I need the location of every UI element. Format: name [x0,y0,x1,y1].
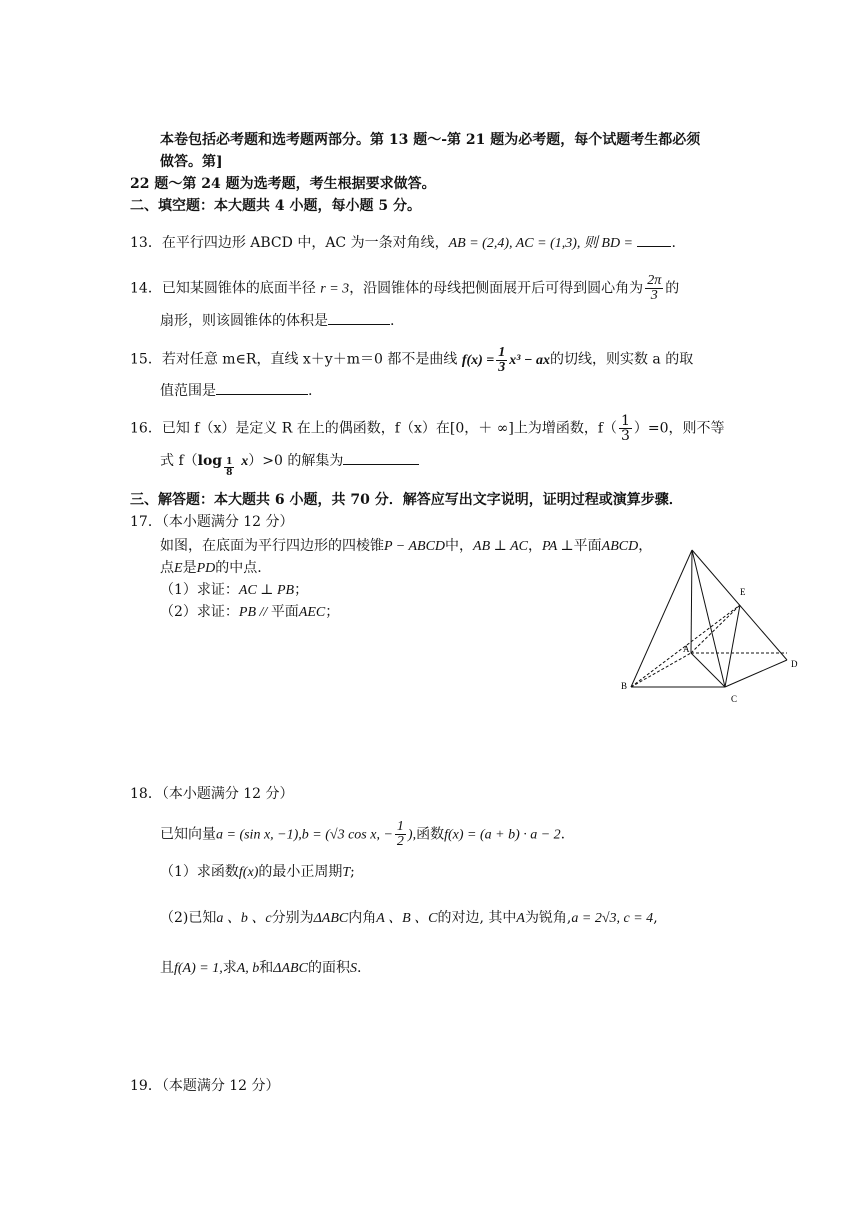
period: . [390,313,395,329]
question-14-line-2 [160,310,394,331]
math: AC ⊥ PB [238,583,295,598]
question-text: 若对任意 m∈R，直线 x＋y＋m＝0 都不是曲线 [161,351,458,368]
period: . [308,383,313,399]
math: A 、B 、C [376,911,438,926]
math: ΔABC [313,911,349,926]
label-D: D [791,659,798,669]
numerator: 2π [647,273,662,288]
math: T [342,865,351,880]
answer-blank[interactable] [216,380,308,395]
question-17-line-2: 点E是PD的中点. [160,560,262,576]
math: f(x) [238,865,259,880]
math: PA ⊥ [541,539,574,554]
fraction: $\frac{1}{2}$ [396,819,404,849]
vector-expression: AB = (2,4), AC = (1,3), 则 BD = [448,236,634,251]
intro-line-1: 本卷包括必考题和选考题两部分。第 13 题～-第 21 题为必考题，每个试题考生都必须 [160,132,701,148]
vector-b: b = (√3 cos x, − [301,827,393,843]
edge-PC [692,550,725,687]
score-note: （本题满分 12 分） [161,1078,280,1094]
question-text: 扇形，则该圆锥体的体积是 [160,313,328,329]
denominator: 3 [498,360,506,375]
intro-line-2: 做答。第] [160,154,223,170]
label-E: E [740,587,746,597]
question-17-header [130,512,294,532]
question-18-sub-2-line-2: 且f(A) = 1,求A, b和ΔABC的面积S. [160,960,362,976]
question-18-sub-1: （1）求函数f(x)的最小正周期T; [160,864,355,880]
answer-blank[interactable] [343,450,419,465]
numerator: 1 [621,413,630,429]
question-text: 已知 f（x）是定义 R 在上的偶函数，f（x）在[0，＋ ∞]上为增函数，f（ [161,420,617,437]
denominator: 3 [650,288,658,303]
math: ABCD [601,539,639,554]
label-B: B [621,681,628,691]
question-15-line-2 [160,380,312,401]
question-17-sub-1: （1）求证：AC ⊥ PB； [160,582,309,598]
intro-line-3: 22 题～第 24 题为选考题，考生根据要求做答。 [130,176,436,192]
math: ΔABC [273,961,308,976]
radius-expression: r = 3 [320,281,350,297]
math: f(A) = 1, [174,961,223,976]
question-14 [130,274,679,303]
question-18-header [130,784,294,804]
question-text: 在平行四边形 ABCD 中，AC 为一条对角线， [161,235,449,251]
math: S [349,961,357,976]
fraction [619,414,632,443]
question-19-header [130,1076,280,1096]
math: P − ABCD [384,539,446,554]
question-text: 式 f（ [160,453,198,469]
math: AB ⊥ AC [473,539,528,554]
math: a 、b 、c [216,911,272,926]
question-16-line-2 [160,450,419,478]
question-18-line-1: 已知向量a = (sin x, −1),b = (√3 cos x, − $\frac{1}{2}$ ),函数f(x) = (a + b) · a − 2. [160,819,566,849]
question-text: 已知某圆锥体的底面半径 [161,280,316,297]
math: A [516,911,525,926]
pyramid-figure [615,545,815,710]
question-number: 17． [130,514,162,530]
question-text: 的切线，则实数 a 的取 [549,351,694,368]
segment-AC [691,653,725,687]
fraction [645,274,663,303]
log-base: $\frac{1}{8}$ [226,457,233,478]
function-expression: f(x) = (a + b) · a − 2 [444,827,561,843]
period: . [671,235,676,251]
question-16 [130,414,725,443]
question-text: 的 [665,280,680,297]
question-17-line-1: 如图，在底面为平行四边形的四棱锥P − ABCD中，AB ⊥ AC，PA ⊥平面ABCD， [160,538,653,554]
edge-PB [631,550,692,687]
question-number: 13． [130,235,162,251]
question-17-sub-2: （2）求证：PB // 平面AEC； [160,604,340,620]
question-number: 19． [130,1078,162,1094]
question-text: ，沿圆锥体的母线把侧面展开后可得到圆心角为 [349,280,644,297]
math: AEC [298,605,326,620]
section-3-heading: 三、解答题：本大题共 6 小题，共 70 分．解答应写出文字说明，证明过程或演算步骤． [130,492,683,508]
question-15 [130,346,693,375]
math: a = 2√3, c = 4 [571,911,654,926]
label-C: C [731,694,738,704]
question-text: ）=0，则不等 [633,420,725,437]
edge-BA-hidden [631,653,691,687]
segment-PA [691,550,692,653]
function-expression: f(x) = $\frac{1}{3}$ x³ − ax [461,345,550,375]
math: PD [196,561,216,576]
question-18-sub-2: （2)已知a 、b 、c分别为ΔABC内角A 、B 、C的对边, 其中A为锐角,a = 2√3, c = 4, [160,910,658,926]
edge-CD [725,660,787,687]
answer-blank[interactable] [328,310,390,325]
question-text: 值范围是 [160,383,216,399]
score-note: （本小题满分 12 分） [161,514,294,530]
numerator: 1 [498,345,506,360]
section-2-heading: 二、填空题：本大题共 4 小题，每小题 5 分。 [130,198,421,214]
denominator: 3 [621,428,630,444]
question-number: 16． [130,420,162,437]
question-13 [130,232,676,254]
question-number: 18． [130,786,162,802]
question-number: 15． [130,351,162,368]
math: A, b [236,961,260,976]
question-text: ）>0 的解集为 [248,453,344,469]
label-A: A [683,644,690,654]
math: E [174,561,183,576]
log-expression: log $\frac{1}{8}$ x [197,453,249,478]
answer-blank[interactable] [637,232,671,247]
vector-a: a = (sin x, −1), [216,827,302,843]
question-number: 14． [130,280,162,297]
score-note: （本小题满分 12 分） [161,786,294,802]
fraction [496,346,507,375]
math: PB // [238,605,271,620]
